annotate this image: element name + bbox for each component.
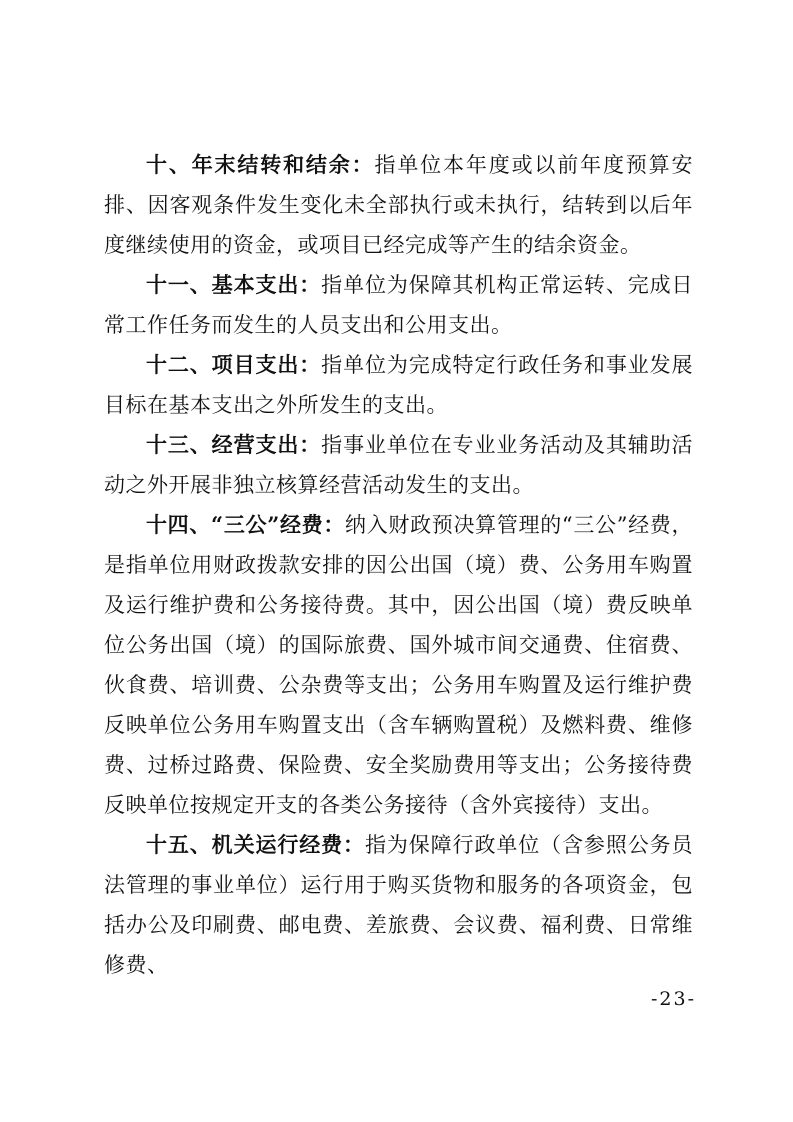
definition-text: 指为保障行政单位（含参照公务员法管理的事业单位）运行用于购买货物和服务的各项资金，包括办公及印刷费、邮电费、差旅费、会议费、福利费、日常维修费、 [104, 833, 694, 977]
definition-paragraph [104, 265, 693, 345]
definition-text: 指单位为保障其机构正常运转、完成日常工作任务而发生的人员支出和公用支出。 [104, 273, 694, 337]
definition-paragraph [104, 345, 693, 425]
term-label: 十、年末结转和结余： [146, 152, 375, 177]
definition-text: 纳入财政预决算管理的“三公”经费，是指单位用财政拨款安排的因公出国（境）费、公务用车购置及运行维护费和公务接待费。其中，因公出国（境）费反映单位公务出国（境）的国际旅费、国外城市间交通费、住宿费、伙食费、培训费、公杂费等支出；公务用车购置及运行维护费反映单位公务用车购置支出（含车辆购置税）及燃料费、维修费、过桥过路费、保险费、安全奖励费用等支出；公务接待费反映单位按规定开支的各类公务接待（含外宾接待）支出。 [104, 513, 693, 817]
term-label: 十五、机关运行经费： [146, 832, 365, 857]
term-label: 十二、项目支出： [146, 352, 322, 377]
document-body [104, 145, 693, 985]
page-number: -23- [650, 988, 696, 1010]
definition-text: 指单位本年度或以前年度预算安排、因客观条件发生变化未全部执行或未执行，结转到以后年度继续使用的资金，或项目已经完成等产生的结余资金。 [104, 153, 694, 257]
definition-paragraph [104, 425, 693, 505]
definition-text: 指事业单位在专业业务活动及其辅助活动之外开展非独立核算经营活动发生的支出。 [104, 433, 694, 497]
definition-paragraph [104, 145, 693, 265]
definition-text: 指单位为完成特定行政任务和事业发展目标在基本支出之外所发生的支出。 [104, 353, 694, 417]
term-label: 十三、经营支出： [146, 432, 322, 457]
definition-paragraph [104, 825, 693, 985]
definition-paragraph [104, 505, 693, 825]
term-label: 十一、基本支出： [146, 272, 322, 297]
term-label: 十四、“三公”经费： [146, 512, 346, 537]
